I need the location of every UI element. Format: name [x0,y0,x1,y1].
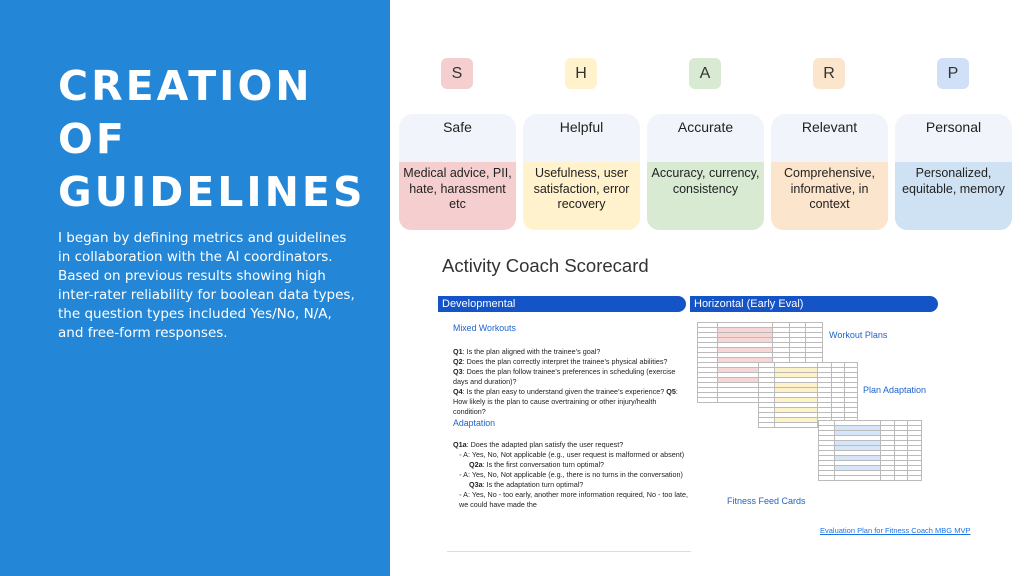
question-text: : Does the plan correctly interpret the trainee’s physical abilities? [462,357,668,366]
q-label: Q4 [453,387,463,396]
sharp-name: Helpful [523,114,640,162]
question-text: : Is the adaptation turn optimal? [482,480,584,489]
question-text: : Does the adapted plan satisfy the user request? [466,440,624,449]
sharp-card-accurate [647,58,764,230]
q-label: Q5 [666,387,676,396]
answer-option: ◦ A: Yes, No, Not applicable (e.g., there is no turns in the conversation) [459,470,683,479]
sharp-letter: R [813,58,845,89]
left-panel [0,0,390,576]
sharp-name: Accurate [647,114,764,162]
q-label: Q2 [453,357,463,366]
question-text: : How likely is the plan to cause overtraining or other injury/health condition? [453,387,678,416]
plan-adaptation-label: Plan Adaptation [863,385,927,395]
sharp-letter: A [689,58,721,89]
q-label: Q1 [453,347,463,356]
scorecard-title: Activity Coach Scorecard [442,255,649,276]
sharp-card-relevant [771,58,888,230]
guideline-document [447,314,691,552]
sharp-card-personal [895,58,1012,230]
q-label: Q1a [453,440,467,449]
mixed-workout-questions [453,347,689,417]
sharp-card-safe [399,58,516,230]
thumb-table [758,362,858,428]
evaluation-plan-link[interactable]: Evaluation Plan for Fitness Coach MBG MVP [820,526,971,535]
thumb-table [818,420,922,481]
sharp-desc: Personalized, equitable, memory [895,162,1012,230]
sharp-desc: Medical advice, PII, hate, harassment etc [399,162,516,230]
sharp-letter: H [565,58,597,89]
answer-option: ◦ A: Yes, No - too early, another more information required, No - too late, we could have made the [459,490,688,509]
sharp-name: Relevant [771,114,888,162]
sharp-name: Personal [895,114,1012,162]
section-adaptation: Adaptation [453,418,496,428]
sharp-letter: S [441,58,473,89]
workout-plans-label: Workout Plans [829,330,888,340]
slide-title: CREATION OF GUIDELINES [58,62,366,216]
question-text: : Is the first conversation turn optimal? [482,460,605,469]
answer-option: ◦ A: Yes, No, Not applicable (e.g., user request is malformed or absent) [459,450,685,459]
q-label: Q2a [469,460,483,469]
section-mixed-workouts: Mixed Workouts [453,323,516,333]
question-text: : Is the plan aligned with the trainee’s goal? [462,347,601,356]
fitness-feed-thumbnail [818,420,922,524]
sharp-framework [399,58,1015,230]
horizontal-bar: Horizontal (Early Eval) [690,296,938,312]
sharp-desc: Usefulness, user satisfaction, error recovery [523,162,640,230]
q-label: Q3a [469,480,483,489]
sharp-desc: Accuracy, currency, consistency [647,162,764,230]
sharp-name: Safe [399,114,516,162]
sharp-card-helpful [523,58,640,230]
sharp-desc: Comprehensive, informative, in context [771,162,888,230]
developmental-bar: Developmental [438,296,686,312]
adaptation-questions [453,440,689,510]
sharp-letter: P [937,58,969,89]
question-text: : Does the plan follow trainee’s preferences in scheduling (exercise days and duration)? [453,367,676,386]
question-text: : Is the plan easy to understand given the trainee’s experience? [462,387,667,396]
intro-text: I began by defining metrics and guidelines in collaboration with the AI coordinators. Based on previous results showing high inter-rater reliability for boolean data types, the question types included Yes/No, N/A, and free-form responses. [58,230,355,341]
q-label: Q3 [453,367,463,376]
fitness-feed-cards-label: Fitness Feed Cards [727,496,806,506]
